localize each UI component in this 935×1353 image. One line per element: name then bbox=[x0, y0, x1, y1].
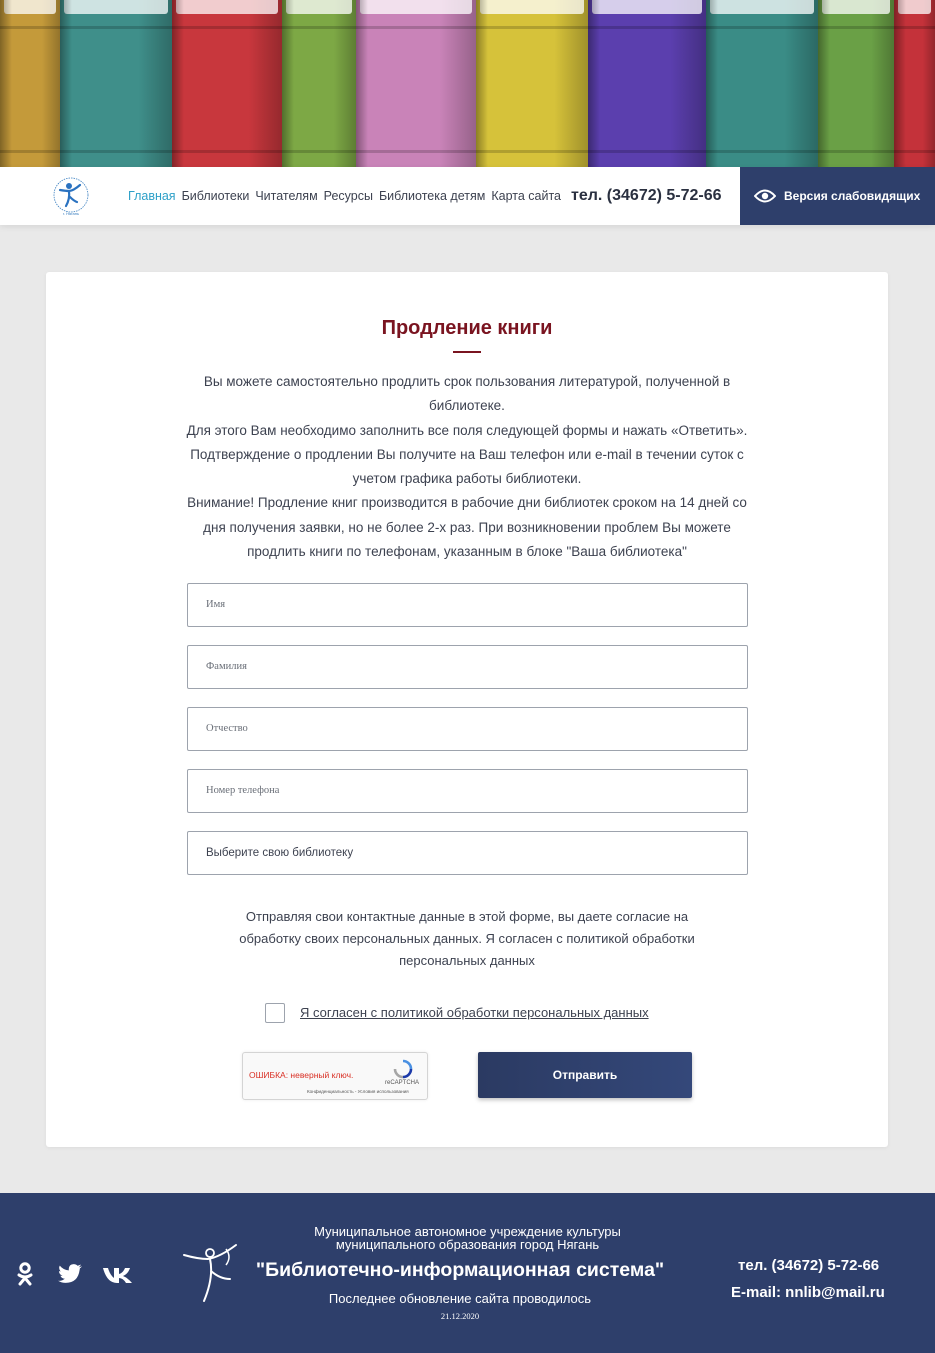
vk-icon[interactable] bbox=[102, 1266, 134, 1284]
site-header bbox=[0, 167, 935, 225]
twitter-icon[interactable] bbox=[58, 1263, 83, 1284]
book-spine bbox=[818, 0, 894, 167]
header-phone[interactable]: тел. (34672) 5-72-66 bbox=[571, 187, 722, 204]
recaptcha-icon bbox=[393, 1059, 413, 1079]
book-spine bbox=[894, 0, 935, 167]
nav-item-home[interactable]: Главная bbox=[128, 189, 176, 203]
submit-button[interactable]: Отправить bbox=[478, 1052, 692, 1098]
book-spine bbox=[588, 0, 706, 167]
footer-phone[interactable]: тел. (34672) 5-72-66 bbox=[738, 1257, 880, 1274]
recaptcha-error: ОШИБКА: неверный ключ. bbox=[249, 1070, 354, 1080]
book-spine bbox=[60, 0, 172, 167]
last-name-input[interactable]: Фамилия bbox=[187, 645, 748, 689]
patronymic-input[interactable]: Отчество bbox=[187, 707, 748, 751]
book-spine bbox=[706, 0, 818, 167]
page-title: Продление книги bbox=[381, 317, 553, 339]
intro-paragraph: Вы можете самостоятельно продлить срок пользования литературой, полученной в библиотеке. bbox=[203, 374, 731, 414]
intro-paragraph: Подтверждение о продлении Вы получите на Ваш телефон или e-mail в течении суток с учетом графика работы библиотеки. bbox=[190, 446, 744, 487]
eye-icon bbox=[754, 188, 776, 204]
intro-paragraph: Внимание! Продление книг производится в рабочие дни библиотек сроком на 14 дней со дня получения заявки, но не более 2-х раз. При возникновении проблем Вы можете продлить книги по телефонам, указанным в блоке "Ваша библиотека" bbox=[187, 495, 747, 560]
last-update-label: Последнее обновление сайта проводилось bbox=[328, 1291, 592, 1306]
book-spine bbox=[356, 0, 476, 167]
title-underline bbox=[453, 351, 481, 353]
first-name-input[interactable]: Имя bbox=[187, 583, 748, 627]
org-line-1: Муниципальное автономное учреждение культуры bbox=[314, 1224, 621, 1239]
library-select[interactable]: Выберите свою библиотеку bbox=[187, 831, 748, 875]
nav-item-readers[interactable]: Читателям bbox=[255, 189, 318, 203]
privacy-policy-link[interactable]: Я согласен с политикой обработки персональных данных bbox=[300, 1005, 649, 1020]
intro-paragraph: Для этого Вам необходимо заполнить все поля следующей формы и нажать «Ответить». bbox=[186, 422, 748, 438]
main-nav bbox=[128, 167, 561, 225]
svg-text:г. Нягань: г. Нягань bbox=[62, 211, 80, 216]
nav-item-libraries[interactable]: Библиотеки bbox=[181, 189, 250, 203]
recaptcha-terms[interactable]: Конфиденциальность - Условия использования bbox=[307, 1089, 409, 1094]
recaptcha-widget[interactable] bbox=[242, 1052, 428, 1100]
consent-notice: Отправляя свои контактные данные в этой форме, вы даете согласие на обработку своих персональных данных. Я согласен с политикой обработки персональных данных bbox=[239, 909, 695, 968]
recaptcha-brand: reCAPTCHA bbox=[385, 1080, 420, 1086]
nav-item-resources[interactable]: Ресурсы bbox=[323, 189, 373, 203]
last-update-date: 21.12.2020 bbox=[440, 1311, 480, 1321]
nav-item-kids-library[interactable]: Библиотека детям bbox=[378, 189, 486, 203]
book-spine bbox=[282, 0, 356, 167]
phone-input[interactable]: Номер телефона bbox=[187, 769, 748, 813]
book-spine bbox=[476, 0, 588, 167]
header-banner bbox=[0, 0, 935, 167]
odnoklassniki-icon[interactable] bbox=[16, 1262, 34, 1286]
low-vision-label: Версия слабовидящих bbox=[784, 189, 921, 203]
renewal-form-card bbox=[46, 272, 888, 1147]
footer-email[interactable]: E-mail: nnlib@mail.ru bbox=[731, 1284, 885, 1301]
org-name: "Библиотечно-информационная система" bbox=[255, 1259, 665, 1281]
intro-text bbox=[176, 370, 758, 564]
book-spine bbox=[0, 0, 60, 167]
org-line-2: муниципального образования город Нягань bbox=[335, 1237, 600, 1252]
nav-item-sitemap[interactable]: Карта сайта bbox=[491, 189, 561, 203]
book-spine bbox=[172, 0, 282, 167]
low-vision-button[interactable] bbox=[740, 167, 935, 225]
agree-checkbox[interactable] bbox=[265, 1003, 285, 1023]
library-logo-icon[interactable] bbox=[50, 175, 92, 217]
site-footer bbox=[0, 1193, 935, 1353]
